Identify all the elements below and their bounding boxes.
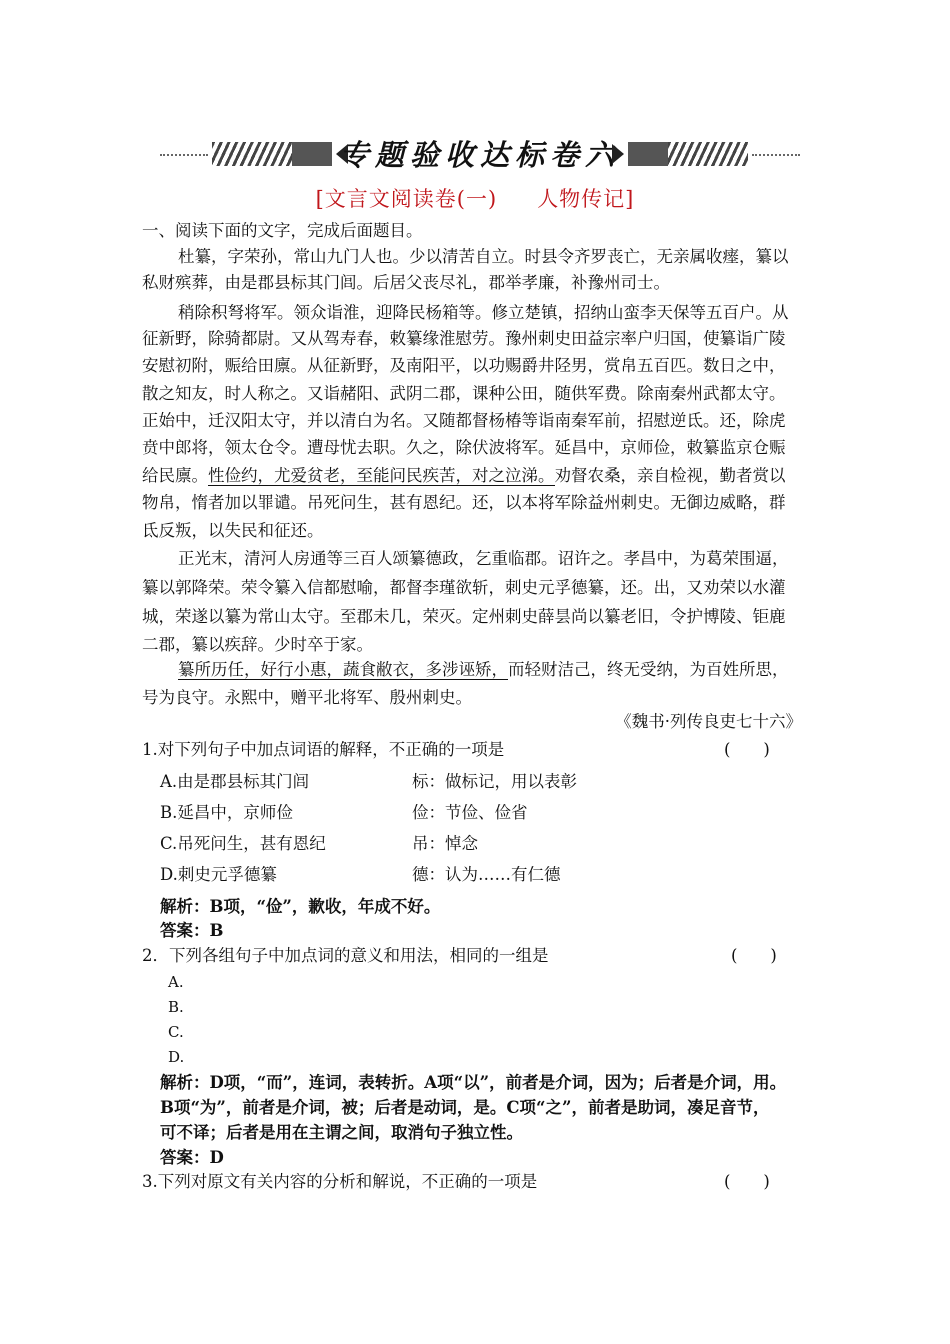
passage-line: 安慰初附，赈给田廪。从征新野，及南阳平，以功赐爵井陉男，赏帛五百匹。数日之中， — [142, 356, 786, 375]
subtitle-left: [文言文阅读卷(一) — [315, 187, 498, 211]
title-banner — [160, 138, 800, 172]
option-d-gloss: 德：认为……有仁德 — [412, 865, 561, 884]
option-b-label: B. — [168, 998, 184, 1016]
passage-text: 劝督农桑，亲自检视，勤者赏以 — [554, 466, 786, 485]
intro-instruction: 一、阅读下面的文字，完成后面题目。 — [142, 221, 423, 240]
passage-line: 征新野，除骑都尉。又从驾寿春，敕纂缘淮慰劳。豫州刺史田益宗率户归国，使纂诣广陵 — [142, 329, 786, 348]
passage-line: 正始中，迁汉阳太守，并以清白为名。又随都督杨椿等诣南秦军前，招慰逆氐。还，除虎 — [142, 411, 786, 430]
option-c-gloss: 吊：悼念 — [412, 834, 478, 853]
arrow-right-icon — [612, 144, 624, 164]
question-1-analysis: 解析：B项，“俭”，歉收，年成不好。 — [160, 897, 441, 916]
passage-line: 贲中郎将，领太仓令。遭母忧去职。久之，除伏波将军。延昌中，京师俭，敕纂监京仓赈 — [142, 438, 786, 457]
banner-stripes-right — [668, 142, 748, 166]
passage-line-mixed — [142, 659, 858, 681]
passage-line: 氐反叛，以失民和征还。 — [142, 521, 324, 540]
passage-line: 稍除积弩将军。领众诣淮，迎降民杨箱等。修立楚镇，招纳山蛮李天保等五百户。从 — [178, 303, 789, 322]
passage-line: 城，荣遂以纂为常山太守。至郡未几，荣灭。定州刺史薛昙尚以纂老旧，令护博陵、钜鹿 — [142, 607, 786, 626]
question-2-analysis: B项“为”，前者是介词，被；后者是动词，是。C项“之”，前者是助词，凑足音节， — [160, 1098, 770, 1117]
answer-blank: ( ) — [724, 1172, 770, 1191]
option-b-sentence: B.延昌中，京师俭 — [160, 803, 293, 822]
banner-stripes-left — [212, 142, 292, 166]
answer-blank: ( ) — [724, 740, 770, 759]
banner-dots-left — [160, 154, 208, 156]
section-subtitle — [0, 184, 950, 214]
question-2-answer: 答案：D — [160, 1148, 224, 1167]
banner-dots-right — [752, 154, 800, 156]
passage-line: 杜纂，字荣孙，常山九门人也。少以清苦自立。时县令齐罗丧亡，无亲属收瘗，纂以 — [178, 247, 789, 266]
passage-text: 给民廪。 — [142, 466, 208, 485]
passage-text: 而轻财洁己，终无受纳，为百姓所思， — [508, 660, 789, 679]
option-a-label: A. — [168, 973, 184, 991]
answer-blank: ( ) — [731, 946, 777, 965]
option-c-label: C. — [168, 1023, 184, 1041]
question-2-stem: 2．下列各组句子中加点词的意义和用法，相同的一组是 — [142, 946, 549, 965]
option-d-sentence: D.刺史元孚德纂 — [160, 865, 277, 884]
passage-line: 私财殡葬，由是郡县标其门闾。后居父丧尽礼，郡举孝廉，补豫州司士。 — [142, 273, 670, 292]
passage-line: 物帛，惰者加以罪谴。吊死问生，甚有恩纪。还，以本将军除益州刺史。无御边威略，群 — [142, 493, 786, 512]
underlined-sentence: 纂所历任，好行小惠，蔬食敝衣，多涉诬矫， — [178, 660, 508, 679]
banner-bar-left — [292, 142, 332, 166]
passage-line-mixed — [142, 465, 822, 487]
option-a-sentence: A.由是郡县标其门闾 — [160, 772, 310, 791]
banner-bar-right — [628, 142, 668, 166]
passage-line: 散之知友，时人称之。又诣赭阳、武阴二郡，课种公田，随供军费。除南秦州武都太守。 — [142, 384, 786, 403]
passage-line: 号为良守。永熙中，赠平北将军、殷州刺史。 — [142, 688, 472, 707]
option-a-gloss: 标：做标记，用以表彰 — [412, 772, 577, 791]
option-d-label: D. — [168, 1048, 185, 1066]
question-2-analysis: 解析：D项，“而”，连词，表转折。A项“以”，前者是介词，因为；后者是介词，用。 — [160, 1073, 787, 1092]
question-3-stem: 3.下列对原文有关内容的分析和解说，不正确的一项是 — [142, 1172, 538, 1191]
source-citation: 《魏书·列传良吏七十六》 — [615, 712, 802, 731]
option-b-gloss: 俭：节俭、俭省 — [412, 803, 528, 822]
passage-line: 正光末，清河人房通等三百人颂纂德政，乞重临郡。诏许之。孝昌中，为葛荣围逼， — [178, 549, 789, 568]
question-1-answer: 答案：B — [160, 921, 224, 940]
underlined-sentence: 性俭约，尤爱贫老，至能问民疾苦，对之泣涕。 — [208, 466, 555, 485]
banner-title: 专题验收达标卷六 — [339, 138, 620, 172]
option-c-sentence: C.吊死问生，甚有恩纪 — [160, 834, 326, 853]
question-2-analysis: 可不译；后者是用在主谓之间，取消句子独立性。 — [160, 1123, 523, 1142]
question-1-stem: 1.对下列句子中加点词语的解释，不正确的一项是 — [142, 740, 505, 759]
passage-line: 二郡，纂以疾辞。少时卒于家。 — [142, 635, 373, 654]
passage-line: 纂以郭降荣。荣令纂入信都慰喻，都督李瑾欲斩，刺史元孚德纂，还。出，又劝荣以水灌 — [142, 578, 786, 597]
subtitle-right: 人物传记] — [537, 187, 635, 211]
